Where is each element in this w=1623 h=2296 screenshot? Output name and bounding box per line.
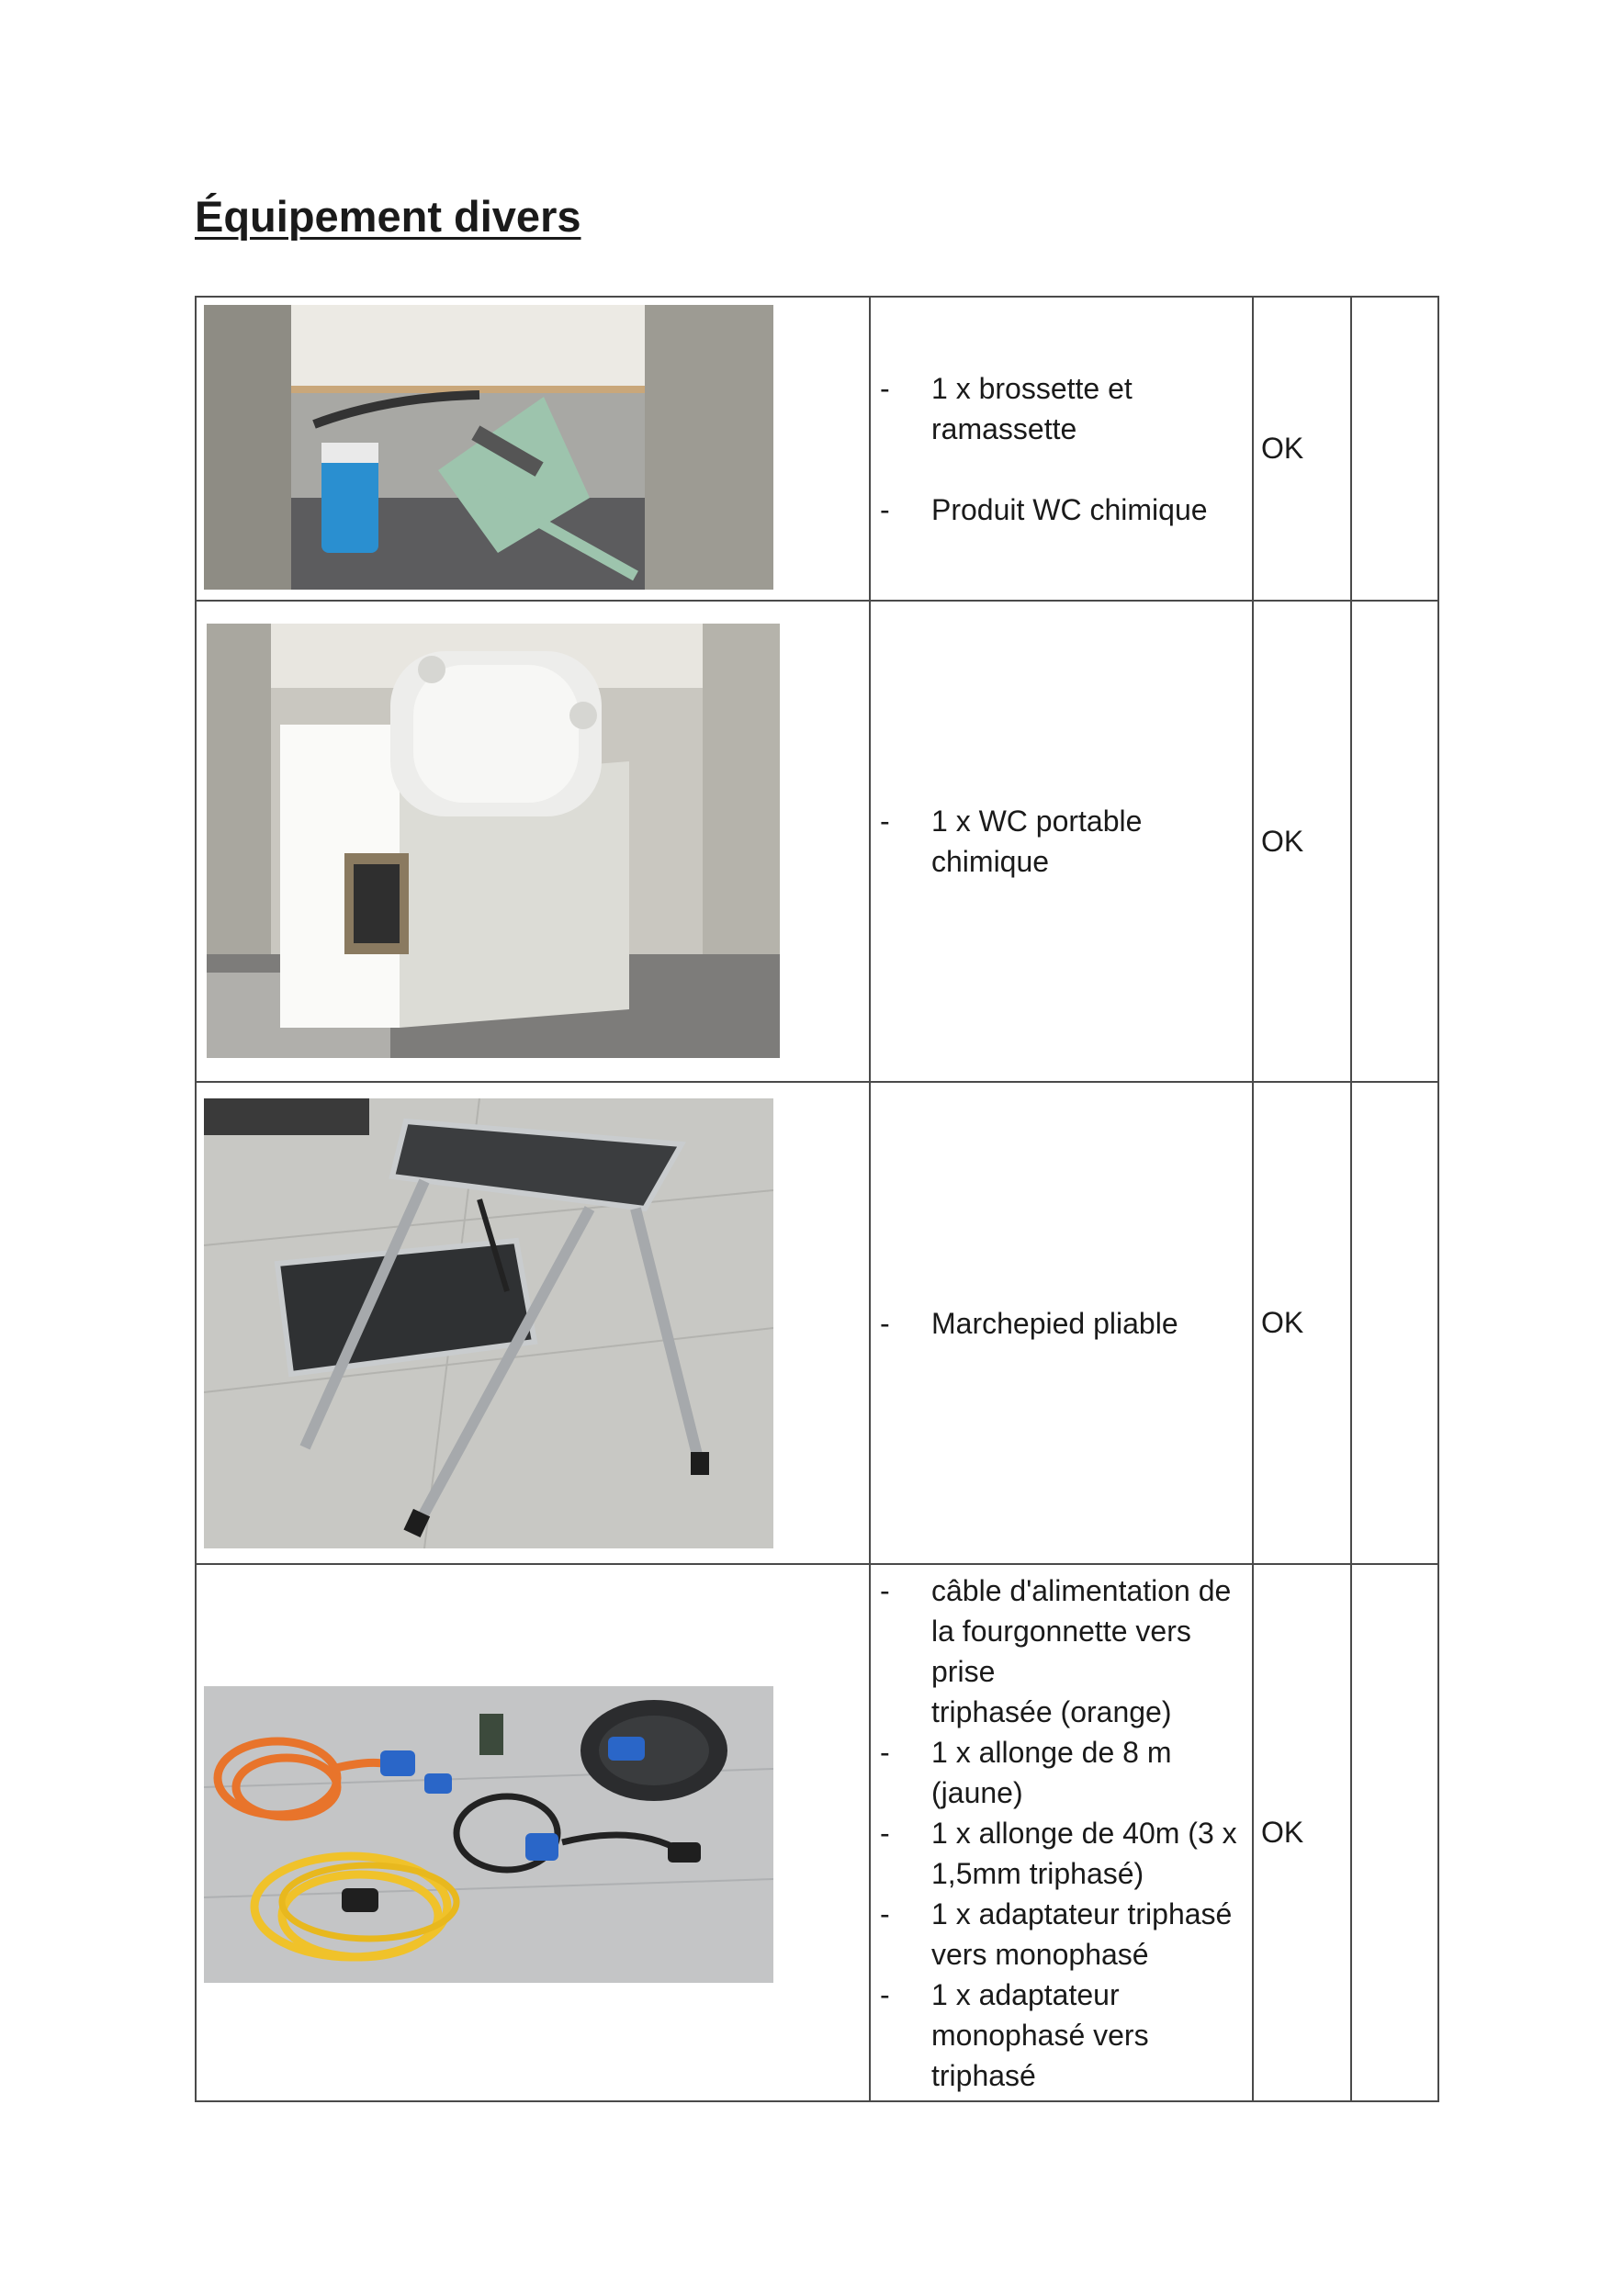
status-cell: OK [1253,601,1351,1082]
description-cell [870,1082,1253,1564]
status-cell: OK [1253,297,1351,601]
table-row [196,601,1438,1082]
description-cell [870,1564,1253,2101]
list-item: - Marchepied pliable [880,1306,1178,1340]
brush-dustpan-chemical-photo [204,305,773,590]
status-cell: OK [1253,1564,1351,2101]
table-row [196,1564,1438,2101]
status-cell: OK [1253,1082,1351,1564]
description-cell [870,601,1253,1082]
folding-step-photo [204,1098,773,1548]
table-row [196,297,1438,601]
empty-cell [1351,1082,1438,1564]
table-row [196,1082,1438,1564]
list-item: - 1 x brossette et ramassette [880,371,1133,445]
photo-cell [196,601,870,1082]
list-item: - Produit WC chimique [880,492,1208,526]
photo-cell [196,297,870,601]
list-item: - 1 x allonge de 8 m (jaune) [880,1735,1172,1809]
empty-cell [1351,1564,1438,2101]
photo-cell [196,1564,870,2101]
power-cables-photo [204,1686,773,1983]
equipment-table [195,296,1439,2102]
list-item-continuation: triphasée (orange) [931,1694,1172,1728]
list-item: - 1 x adaptateur triphasé vers monophasé [880,1896,1233,1971]
description-cell [870,297,1253,601]
list-item: - 1 x adaptateur monophasé vers triphasé [880,1977,1149,2092]
empty-cell [1351,297,1438,601]
photo-cell [196,1082,870,1564]
list-item: - 1 x allonge de 40m (3 x 1,5mm triphasé) [880,1816,1237,1890]
page-title: Équipement divers [195,192,581,241]
portable-toilet-photo [207,624,780,1058]
list-item: - câble d'alimentation de la fourgonnette vers prise [880,1573,1232,1688]
empty-cell [1351,601,1438,1082]
list-item: - 1 x WC portable chimique [880,805,1143,878]
